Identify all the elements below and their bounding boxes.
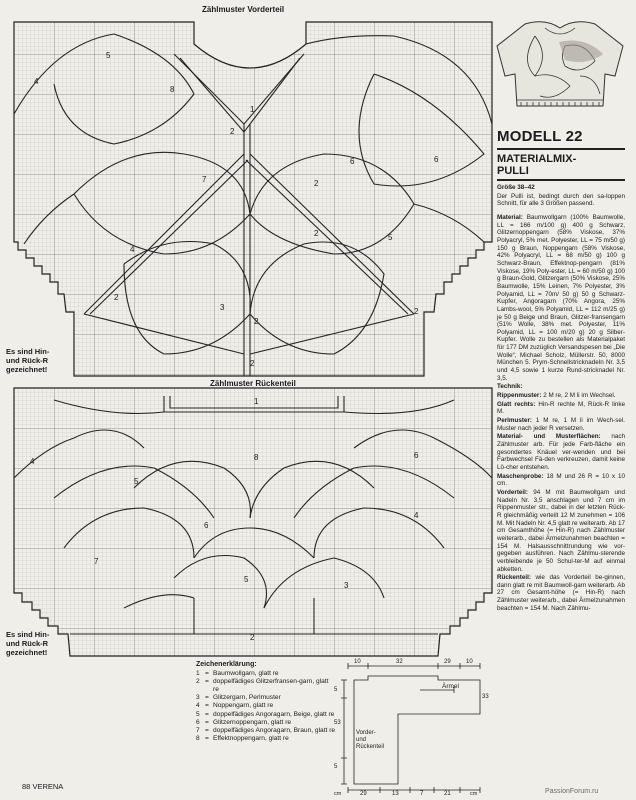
back-chart-zone-label: 6 (414, 451, 419, 460)
legend-item-equals: = (205, 702, 209, 710)
back-chart-zone-label: 5 (134, 477, 139, 486)
back-chart-zone-label: 5 (244, 575, 249, 584)
schematic-bottom-dim: 7 (420, 791, 424, 797)
instruction-section (497, 383, 625, 391)
legend-item-text: Glitzernoppengarn, glatt re (213, 718, 292, 726)
legend-item-number: 5 (196, 710, 200, 718)
legend-item (196, 727, 336, 735)
back-chart-zone-label: 6 (204, 521, 209, 530)
section-text: 18 M und 26 R = 10 x 10 cm. (497, 472, 626, 488)
schematic-top-dim: 32 (396, 659, 403, 665)
section-heading: Material- und Musterflächen: (497, 433, 601, 441)
front-chart-zone-label: 4 (34, 77, 39, 86)
model-subtitle-line: MATERIALMIX- (497, 153, 577, 165)
back-side-note-line: gezeichnet! (6, 648, 48, 657)
legend-item-number: 1 (196, 670, 200, 678)
schematic-bottom-dim: 13 (392, 791, 399, 797)
front-chart-zone-label: 8 (170, 85, 175, 94)
legend-item-number: 3 (196, 694, 200, 702)
title-rule (497, 148, 625, 150)
sweater-illustration (495, 16, 625, 116)
section-heading: Perlmuster: (497, 417, 532, 425)
schematic-side-dim: 33 (482, 694, 489, 700)
schematic-bottom-dim: cm (334, 791, 342, 797)
watermark: PassionForum.ru (545, 788, 599, 795)
front-side-note-line: Es sind Hin- (6, 347, 50, 356)
section-text: Hin-R rechte M, Rück-R linke M. (497, 400, 626, 416)
legend-item-number: 8 (196, 734, 200, 742)
legend-item (196, 678, 336, 694)
legend-item-text: doppelfädiges Glitzerfransen-garn, glatt re (213, 678, 329, 694)
front-side-note-line: gezeichnet! (6, 365, 48, 374)
back-chart (14, 388, 492, 656)
legend-item-text: Baumwollgarn, glatt re (213, 670, 279, 678)
legend-item-text: Effektnoppengarn, glatt re (213, 734, 289, 742)
back-chart-zone-label: 1 (254, 397, 259, 406)
schematic-side-dim: 5 (334, 687, 338, 693)
back-side-note-line: und Rück-R (6, 639, 49, 648)
schematic-front-label: Vorder-und Rückenteil (356, 730, 385, 750)
front-chart-zone-label: 2 (314, 229, 319, 238)
schematic-top-dim: 10 (466, 659, 473, 665)
front-chart-zone-label: 4 (130, 245, 135, 254)
legend-item-equals: = (205, 694, 209, 702)
legend-item-equals: = (205, 678, 209, 686)
legend-item (196, 670, 336, 678)
front-chart-zone-label: 1 (250, 105, 255, 114)
legend (196, 661, 336, 743)
legend-item-number: 2 (196, 678, 200, 686)
schematic-top-dim: 29 (444, 659, 451, 665)
legend-item-text: doppelfädiges Angoragarn, Braun, glatt re (213, 726, 336, 734)
schematic-sleeve-label: Ärmel (442, 683, 459, 690)
section-heading: Maschenprobe: (497, 472, 544, 480)
back-chart-zone-label: 4 (414, 511, 419, 520)
legend-item (196, 711, 336, 719)
subtitle-rule (497, 179, 625, 181)
back-chart-zone-label: 2 (250, 633, 255, 642)
instruction-section (497, 489, 625, 573)
back-chart-zone-label: 8 (254, 453, 259, 462)
instruction-section (497, 574, 625, 612)
front-chart-zone-label: 2 (414, 307, 419, 316)
instruction-section (497, 214, 625, 382)
legend-item-equals: = (205, 710, 209, 718)
instructions-column (497, 128, 625, 612)
legend-item (196, 702, 336, 710)
front-chart-zone-label: 2 (250, 359, 255, 368)
intro-text: Der Pulli ist, bedingt durch den sa-loppen Schnitt, für alle 3 Größen passend. (497, 192, 625, 208)
front-chart-zone-label: 2 (314, 179, 319, 188)
legend-item (196, 694, 336, 702)
legend-item-text: Noppengarn, glatt re (213, 702, 274, 710)
schematic-bottom-dim: cm (470, 791, 478, 797)
legend-item-number: 4 (196, 702, 200, 710)
instruction-section (497, 417, 625, 432)
back-chart-zone-label: 7 (94, 557, 99, 566)
front-chart-zone-label: 7 (202, 175, 207, 184)
front-chart-zone-label: 2 (230, 127, 235, 136)
back-chart-zone-label: 4 (30, 457, 35, 466)
back-chart-zone-label: 3 (344, 581, 349, 590)
back-side-note (6, 630, 49, 657)
section-text: Baumwollgarn (100% Baumwolle, LL = 166 m/100 g) 400 g Schwarz, Glitzernoppengarn (58% Viskose, 37% Polyacryl, 5% met. Polyester, LL = 75 m/50 g) 150 g Braun, Noppengarn (58% Viskose, 42% Polyacryl, LL = 68 m/50 g) 100 g Schwarz-Braun, Effektnop-pengarn (81% Viskose, 19% Poly-ester, LL = 60 m/50 g) 100 g Braun-Gold, Glitzergarn (50% Viskose, 25% Baumwolle, 15% Leinen, 7% Polyester, 3% Polyamid, LL = 70m/ 50 g) 50 g Schwarz-Kupfer, Angoragarn (70% Angora, 25% Lambs-wool, 5% Polyamid, LL = 112 m/25 g) je 50 g Beige und Braun, Glitzer-fransengarn (51% Wolle, 38% met. Polyester, 11% Polyamid, LL = 100 m/20 g) 20 g Silber-Kupfer. Wolle zu bestellen als Materialpaket für 177 DM zuzüglich Versandspesen bei „Die Wolle“, Michael Scholz, Müllerstr. 50, 8000 München 5. Prym-Schnellstricknadeln Nr. 3,5 und 4,5 sowie 1 kurze Rund-stricknadel Nr. 3,5. (497, 213, 625, 382)
legend-item (196, 719, 336, 727)
legend-item-equals: = (205, 734, 209, 742)
legend-item-number: 6 (196, 718, 200, 726)
section-heading: Rippenmuster: (497, 392, 542, 400)
section-text: 2 M re, 2 M li im Wechsel. (543, 392, 616, 400)
instruction-section (497, 433, 625, 471)
back-side-note-line: Es sind Hin- (6, 630, 50, 639)
back-chart-title: Zählmuster Rückenteil (210, 379, 296, 388)
front-chart-zone-label: 3 (220, 303, 225, 312)
section-heading: Rückenteil: (497, 574, 531, 582)
section-heading: Vorderteil: (497, 488, 529, 496)
legend-item-equals: = (205, 670, 209, 678)
front-chart-zone-label: 6 (350, 157, 355, 166)
model-subtitle-line: PULLI (497, 165, 529, 177)
section-text: 94 M mit Baumwollgarn und Nadeln Nr. 3,5 anschlagen und 7 cm im Rippenmuster str., dabei in der letzten Rück-R gleichmäßig verteilt 12 M zunehmen = 106 M. Mit Nadeln Nr. 4,5 glatt re weiterarb. Ab 17 cm Gesamthöhe (= Hin-R) nach Zählmuster weiterarb., dabei Ärmelzunahmen beachten = 154 M. Halsausschnittrundung wie vor-gegeben ausführen. Nach Zählmu-sterende verbleibende je 50 Schul-ter-M auf einmal abketten. (497, 488, 625, 573)
front-chart-zone-label: 2 (114, 293, 119, 302)
model-title: MODELL 22 (497, 128, 583, 145)
front-side-note-line: und Rück-R (6, 356, 49, 365)
legend-item-equals: = (205, 726, 209, 734)
schematic-bottom-dim: 21 (444, 791, 451, 797)
legend-title: Zeichenerklärung: (196, 661, 257, 668)
legend-item-equals: = (205, 718, 209, 726)
page-footer (22, 782, 63, 791)
section-text: 1 M re, 1 M li im Wech-sel. Muster nach jeder R versetzen. (497, 417, 625, 432)
front-chart-zone-label: 5 (106, 51, 111, 60)
instruction-section (497, 473, 625, 488)
front-chart (14, 14, 492, 376)
model-subtitle (497, 153, 625, 177)
section-text: nach Zählmuster arb. Für jede Farb-fläche ein gesondertes Knäuel ver-wenden und bei Farbwechsel Fä-den verkreuzen, damit keine Lö-cher entstehen. (497, 433, 626, 471)
front-chart-zone-label: 5 (388, 233, 393, 242)
magazine-brand: VERENA (32, 782, 64, 791)
schematic-bottom-dim: 29 (360, 791, 367, 797)
front-chart-zone-label: 2 (254, 317, 259, 326)
section-text: wie das Vorderteil be-ginnen, dann glatt re mit Baumwoll-garn weiterarb. Ab 27 cm Gesamt-höhe (= Hin-R) nach Zählmuster weiterarb., dabei Ärmelzunahmen beachten = 154 M. Nach Zählmu- (497, 574, 626, 612)
size-info: Größe 38–42 (497, 184, 535, 191)
section-heading: Glatt rechts: (497, 400, 536, 408)
instruction-section (497, 401, 625, 416)
schematic-side-dim: 5 (334, 764, 338, 770)
instruction-section (497, 392, 625, 400)
garment-schematic (334, 658, 488, 796)
front-chart-zone-label: 6 (434, 155, 439, 164)
legend-item-text: doppelfädiges Angoragarn, Beige, glatt re (213, 710, 335, 718)
legend-item (196, 735, 336, 743)
section-heading: Technik: (497, 383, 523, 391)
section-heading: Material: (497, 213, 523, 221)
front-chart-title: Zählmuster Vorderteil (202, 5, 285, 14)
schematic-top-dim: 10 (354, 659, 361, 665)
page-number: 88 (22, 782, 31, 791)
front-side-note (6, 347, 49, 374)
schematic-side-dim: 53 (334, 720, 341, 726)
legend-item-number: 7 (196, 726, 200, 734)
legend-item-text: Glitzergarn, Perlmuster (213, 694, 281, 702)
